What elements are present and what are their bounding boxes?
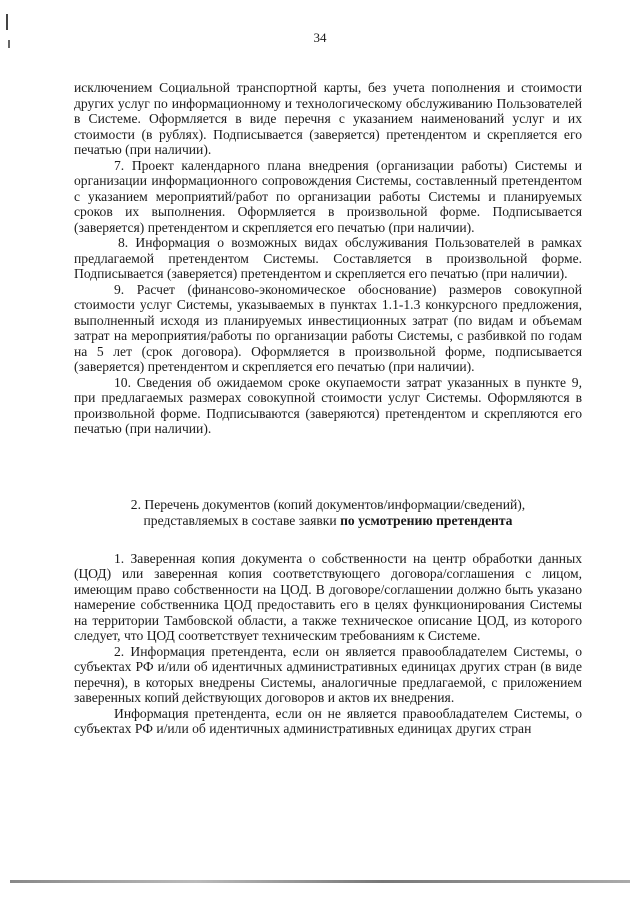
section-heading-line1: 2. Перечень документов (копий документов/информации/сведений), [130, 496, 526, 512]
paragraph-item-8: 8. Информация о возможных видах обслуживания Пользователей в рамках предлагаемой претендентом Системы. Составляется в произвольной форме. Подписывается (заверяется) претендентом и скрепляется его печатью (при наличии). [74, 235, 582, 281]
paragraph-item-9: 9. Расчет (финансово-экономическое обоснование) размеров совокупной стоимости услуг Системы, указываемых в пунктах 1.1-1.3 конкурсного предложения, выполненный исходя из планируемых инвестиционных затрат (по видам и объемам затрат на мероприятия/работы по организации работы Системы, с разбивкой по годам на 5 лет (срок договора). Оформляется в произвольной форме, подписывается (заверяется) претендентом и скрепляется его печатью (при наличии). [74, 281, 582, 374]
paragraph-continuation: исключением Социальной транспортной карты, без учета пополнения и стоимости других услуг по информационному и технологическому обслуживанию Пользователей в Системе. Оформляется в виде перечня с указанием наименований услуг и их стоимости (в рублях). Подписывается (заверяется) претендентом и скрепляется его печатью (при наличии). [74, 80, 582, 157]
section-heading-bold: по усмотрению претендента [340, 512, 513, 528]
scan-artifact-bottom-edge [10, 880, 630, 883]
paragraph-section2-item-2: 2. Информация претендента, если он является правообладателем Системы, о субъектах РФ и/или об идентичных административных единицах других стран (в виде перечня), в которых внедрены Системы, аналогичные предлагаемой, с приложением заверенных копий действующих договоров и актов их внедрения. [74, 643, 582, 705]
document-body [74, 80, 582, 737]
section-heading [74, 497, 582, 529]
scan-artifact-mark [6, 14, 12, 30]
paragraph-item-7: 7. Проект календарного плана внедрения (организации работы) Системы и организации информационного сопровождения Системы, составленный претендентом с указанием мероприятий/работ по организации работы Системы и планируемых сроков их выполнения. Оформляется в произвольной форме. Подписывается (заверяется) претендентом и скрепляется его печатью (при наличии). [74, 157, 582, 235]
paragraph-item-10: 10. Сведения об ожидаемом сроке окупаемости затрат указанных в пункте 9, при предлагаемых размерах совокупной стоимости услуг Системы. Оформляются в произвольной форме. Подписываются (заверяются) претендентом и скрепляются его печатью (при наличии). [74, 374, 582, 436]
section-heading-plain: представляемых в составе заявки [143, 512, 341, 528]
paragraph-section2-item-2-cont: Информация претендента, если он не является правообладателем Системы, о субъектах РФ и/или об идентичных административных единицах других стран [74, 705, 582, 736]
paragraph-section2-item-1: 1. Заверенная копия документа о собственности на центр обработки данных (ЦОД) или заверенная копия соответствующего договора/соглашения с лицом, имеющим право собственности на ЦОД. В договоре/соглашении должно быть указано намерение собственника ЦОД предоставить его в целях функционирования Системы на территории Тамбовской области, а также техническое описание ЦОД, из которого следует, что ЦОД соответствует техническим требованиям к Системе. [74, 550, 582, 643]
page-number: 34 [313, 30, 327, 45]
section-heading-line2 [74, 513, 582, 529]
